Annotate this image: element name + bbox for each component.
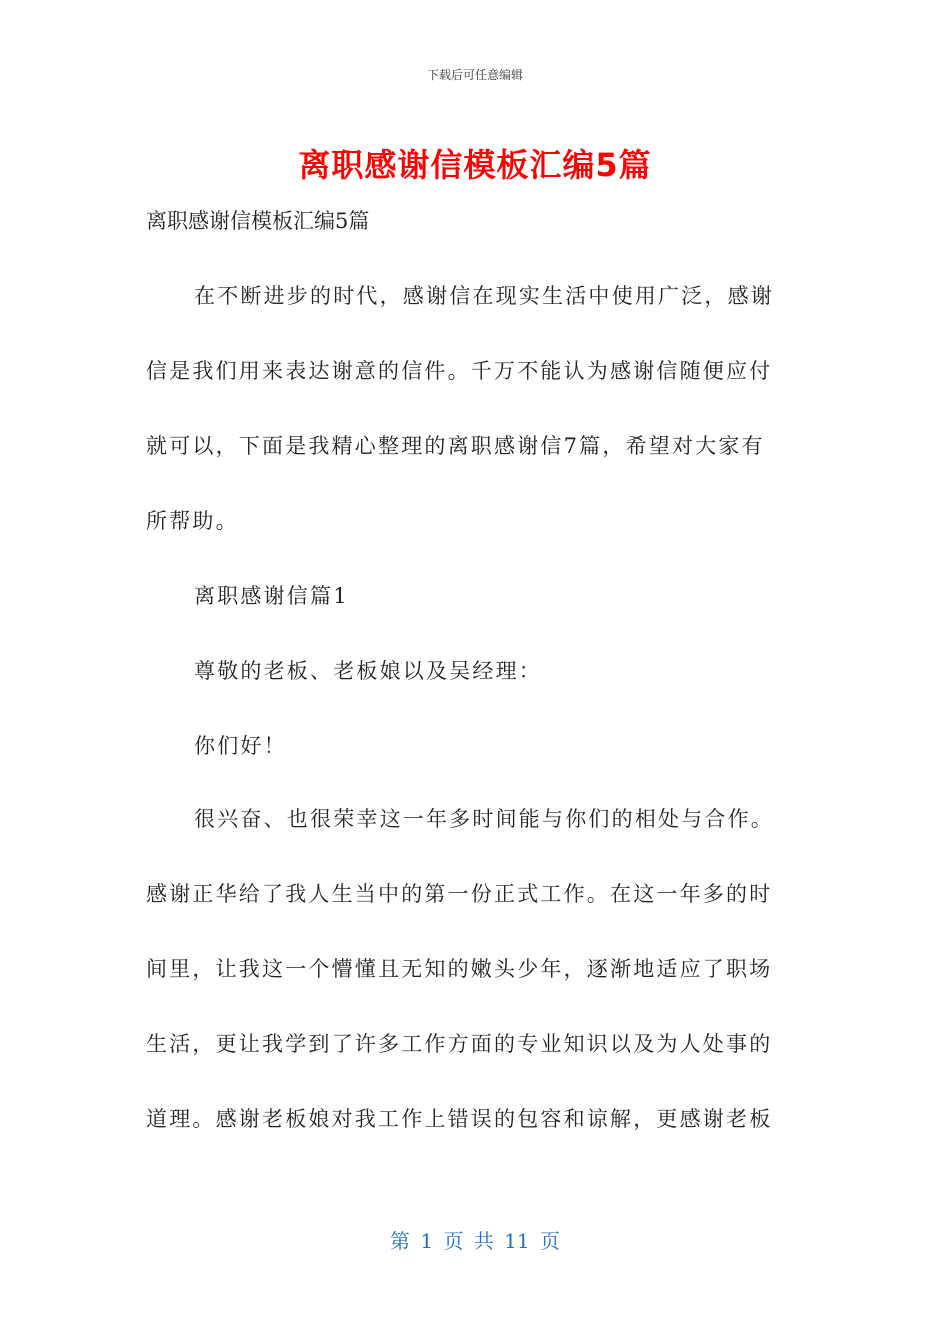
header-note: 下载后可任意编辑: [426, 68, 523, 82]
body-line: 很兴奋、也很荣幸这一年多时间能与你们的相处与合作。: [194, 807, 774, 831]
body-line: 感谢正华给了我人生当中的第一份正式工作。在这一年多的时: [146, 882, 773, 906]
body-line: 所帮助。: [146, 509, 239, 533]
body-line: 在不断进步的时代，感谢信在现实生活中使用广泛，感谢: [194, 284, 774, 308]
document-subtitle: 离职感谢信模板汇编5篇: [146, 209, 370, 233]
document-title: 离职感谢信模板汇编5篇: [298, 146, 652, 184]
salutation: 尊敬的老板、老板娘以及吴经理：: [194, 659, 542, 683]
body-line: 道理。感谢老板娘对我工作上错误的包容和谅解，更感谢老板: [146, 1107, 773, 1131]
page-number: 第 1 页 共 11 页: [390, 1229, 560, 1253]
body-line: 生活，更让我学到了许多工作方面的专业知识以及为人处事的: [146, 1032, 773, 1056]
body-line: 间里，让我这一个懵懂且无知的嫩头少年，逐渐地适应了职场: [146, 957, 773, 981]
body-line: 就可以，下面是我精心整理的离职感谢信7篇，希望对大家有: [146, 434, 765, 458]
section-heading: 离职感谢信篇1: [194, 584, 349, 608]
body-line: 信是我们用来表达谢意的信件。千万不能认为感谢信随便应付: [146, 359, 773, 383]
greeting: 你们好！: [194, 734, 287, 758]
